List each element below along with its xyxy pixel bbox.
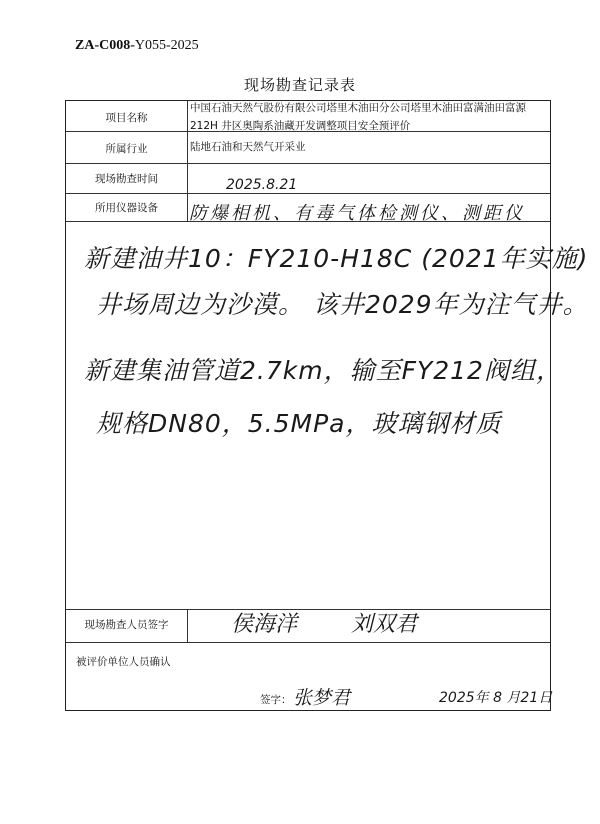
project-name-value: 中国石油天然气股份有限公司塔里木油田分公司塔里木油田富满油田富源 212H 井区奥陶系油藏开发调整项目安全预评价 [190, 102, 526, 132]
sign-label: 签字： [260, 694, 292, 706]
form-title: 现场勘查记录表 [243, 76, 356, 94]
column-divider-sign [187, 609, 188, 642]
instruments-label: 所用仪器设备 [95, 202, 158, 214]
survey-date-handwritten: 2025.8.21 [226, 177, 298, 193]
surveyor-signature-2: 刘双君 [351, 612, 418, 637]
project-name-label: 项目名称 [105, 112, 148, 124]
confirmation-label: 被评价单位人员确认 [76, 656, 171, 668]
note-line: 新建集油管道2.7km，输至FY212阀组， [84, 356, 562, 385]
note-line: 新建油井10：FY210-H18C (2021年实施) [84, 244, 589, 273]
confirmation-date: 2025年 8 月21日 [439, 690, 553, 706]
survey-record-table [65, 100, 589, 711]
column-divider-top [187, 101, 188, 221]
surveyor-signature-1: 侯海洋 [231, 612, 298, 637]
row-divider [66, 163, 550, 164]
note-line: 井场周边为沙漠。 该井2029年为注气井。 [96, 290, 589, 319]
row-divider [66, 609, 550, 610]
row-divider [66, 642, 550, 643]
confirmer-signature: 张梦君 [293, 687, 351, 709]
instruments-handwritten: 防爆相机、有毒气体检测仪、测距仪 [189, 203, 525, 224]
industry-label: 所属行业 [105, 143, 148, 155]
document-number: ZA-C008-Y055-2025 [75, 38, 199, 53]
industry-value: 陆地石油和天然气开采业 [190, 141, 306, 153]
row-divider [66, 193, 550, 194]
note-line: 规格DN80，5.5MPa，玻璃钢材质 [96, 409, 502, 438]
survey-time-label: 现场勘查时间 [95, 173, 158, 185]
surveyor-signature-label: 现场勘查人员签字 [84, 619, 169, 631]
